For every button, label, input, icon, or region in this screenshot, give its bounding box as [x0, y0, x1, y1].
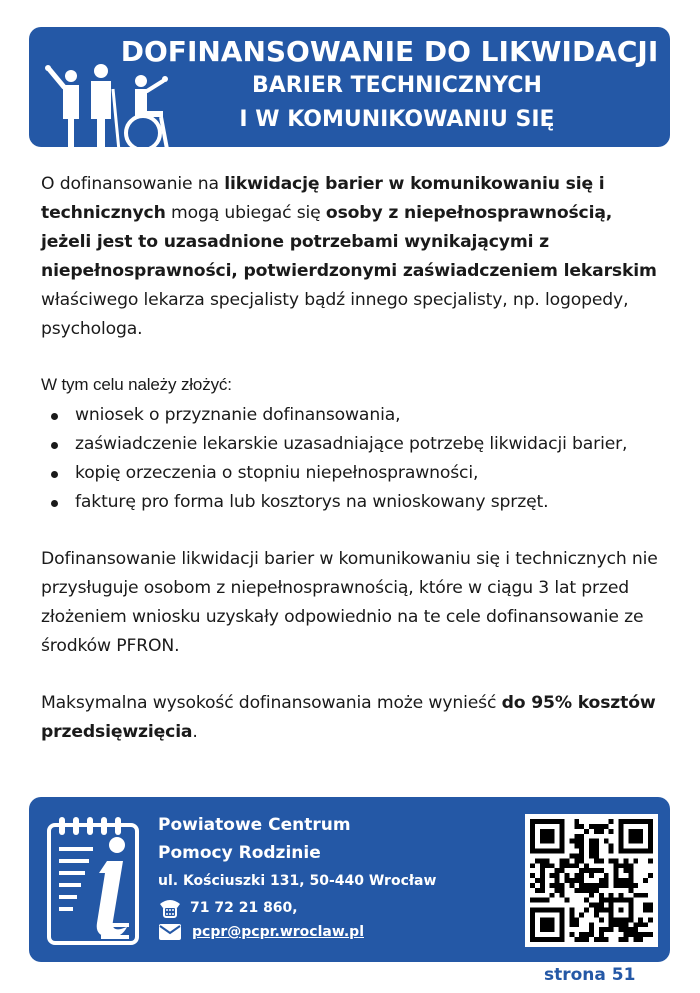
phone-row: [158, 897, 298, 919]
intro-text-e: właściwego lekarza specjalisty bądź innego specjalisty, np. logopedy, psychologa.: [41, 290, 629, 339]
org-name-line1: Powiatowe Centrum: [158, 815, 351, 835]
header-title-line3: I W KOMUNIKOWANIU SIĘ: [239, 107, 555, 132]
footer-contact-box: [29, 797, 670, 962]
header-banner: [29, 27, 670, 147]
phone-number: 71 72 21 860,: [190, 900, 298, 916]
main-content: [41, 170, 661, 747]
list-item: kopię orzeczenia o stopniu niepełnosprawności,: [41, 459, 661, 488]
max-text-a: Maksymalna wysokość dofinansowania może wynieść: [41, 693, 502, 713]
intro-text-a: O dofinansowanie na: [41, 174, 225, 194]
documents-list: [41, 401, 661, 517]
phone-icon: [158, 898, 182, 918]
max-text-c: .: [192, 722, 198, 742]
intro-text-c: mogą ubiegać się: [165, 203, 326, 223]
max-text-b: do 95% kosztów przedsięwzięcia: [41, 693, 656, 742]
intro-text-d: osoby z niepełnosprawnością, jeżeli jest to uzasadnione potrzebami wynikającymi z niepełnosprawności, potwierdzonymi zaświadczeniem lekarskim: [41, 203, 657, 281]
info-icon: [45, 815, 149, 947]
people-with-disabilities-icon: [43, 61, 183, 161]
list-item: fakturę pro forma lub kosztorys na wnioskowany sprzęt.: [41, 488, 661, 517]
page-number: strona 51: [544, 965, 636, 985]
exclusion-paragraph: Dofinansowanie likwidacji barier w komunikowaniu się i technicznych nie przysługuje osobom z niepełnosprawnością, które w ciągu 3 lat przed złożeniem wniosku uzyskały odpowiednio na te cele dofinansowanie ze środków PFRON.: [41, 549, 658, 656]
list-item: wniosek o przyznanie dofinansowania,: [41, 401, 661, 430]
org-name-line2: Pomocy Rodzinie: [158, 843, 321, 863]
envelope-icon: [158, 923, 182, 941]
address: ul. Kościuszki 131, 50-440 Wrocław: [158, 873, 437, 889]
intro-text-b: likwidację barier w komunikowaniu się i technicznych: [41, 174, 605, 223]
email-link[interactable]: pcpr@pcpr.wroclaw.pl: [192, 924, 364, 940]
list-lead: W tym celu należy złożyć:: [41, 375, 232, 394]
header-title-line1: DOFINANSOWANIE DO LIKWIDACJI: [120, 35, 659, 68]
qr-code[interactable]: [525, 814, 658, 947]
email-row: [158, 921, 364, 943]
intro-paragraph: [41, 170, 661, 344]
list-item: zaświadczenie lekarskie uzasadniające potrzebę likwidacji barier,: [41, 430, 661, 459]
max-funding-paragraph: [41, 689, 661, 747]
header-title-line2: BARIER TECHNICZNYCH: [252, 73, 542, 98]
